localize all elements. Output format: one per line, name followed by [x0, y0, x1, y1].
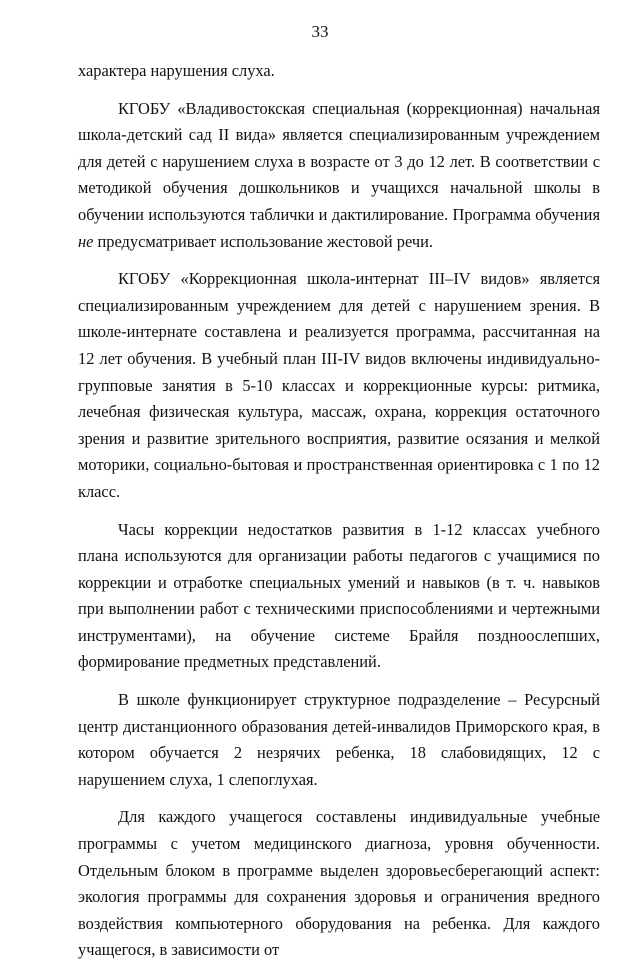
paragraph-boarding-school: КГОБУ «Коррекционная школа-интернат III–IV видов» является специализированным учреждением для детей с нарушением зрения. В школе-интернате составлена и реализуется программа, рассчитанная на 12 лет обучения. В учебный план III-IV видов включены индивидуально-групповые занятия в 5-10 классах и коррекционные курсы: ритмика, лечебная физическая культура, массаж, охрана, коррекция остаточного зрения и развитие зрительного восприятия, развитие осязания и мелкой моторики, социально-бытовая и пространственная ориентировка с 1 по 12 класс.: [78, 269, 600, 501]
paragraph-individual-programs: Для каждого учащегося составлены индивидуальные учебные программы с учетом медицинского диагноза, уровня обученности. Отдельным блоком в программе выделен здоровьесберегающий аспект: экология программы для сохранения здоровья и ограничения вредного воздействия компьютерного оборудования на ребенка. Для каждого учащегося, в зависимости от: [78, 807, 600, 960]
page-number: 33: [311, 22, 329, 41]
paragraph-vladivostok-school: [78, 96, 600, 256]
document-body: [78, 58, 600, 964]
paragraph-text-tail: предусматривает использование жестовой речи.: [97, 231, 433, 251]
paragraph-continuation: характера нарушения слуха.: [78, 61, 275, 80]
paragraph-text: КГОБУ «Владивостокская специальная (коррекционная) начальная школа-детский сад II вида» является специализированным учреждением для детей с нарушением слуха в возрасте от 3 до 12 лет. В соответствии с методикой обучения дошкольников и учащихся начальной школы в обучении используются таблички и дактилирование. Программа обучения: [78, 98, 600, 224]
italic-word: не: [78, 231, 94, 251]
paragraph-correction-hours: Часы коррекции недостатков развития в 1-12 классах учебного плана используются для организации работы педагогов с учащимися по коррекции и отработке специальных умений и навыков (в т. ч. навыков при выполнении работ с техническими приспособлениями и чертежными инструментами), на обучение системе Брайля поздноослепших, формирование предметных представлений.: [78, 519, 600, 672]
paragraph-resource-center: В школе функционирует структурное подразделение – Ресурсный центр дистанционного образования детей-инвалидов Приморского края, в котором обучается 2 незрячих ребенка, 18 слабовидящих, 12 с нарушением слуха, 1 слепоглухая.: [78, 690, 600, 789]
